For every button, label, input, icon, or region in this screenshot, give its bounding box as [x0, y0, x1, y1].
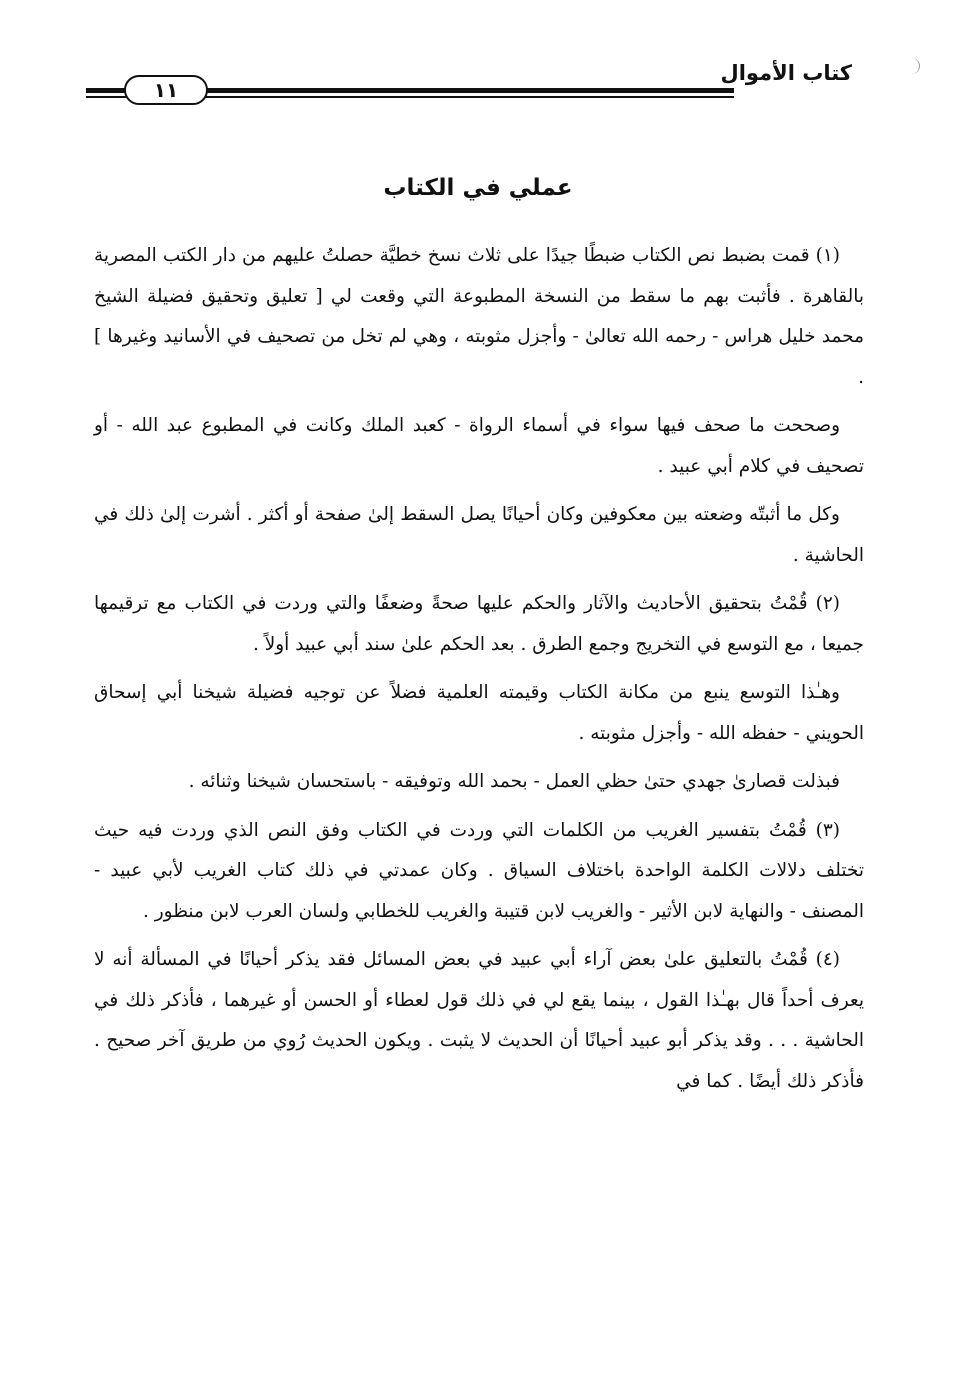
paragraph-7: (٣) قُمْتُ بتفسير الغريب من الكلمات التي وردت في الكتاب وفق النص الذي وردت فيه حيث تختلف دلالات الكلمة الواحدة باختلاف السياق . وكان عمدتي في ذلك كتاب الغريب لأبي عبيد - المصنف - والنهاية لابن الأثير - والغريب لابن قتيبة والغريب للخطابي ولسان العرب لابن منظور .: [94, 819, 864, 922]
paragraph-3: وكل ما أثبتّه وضعته بين معكوفين وكان أحيانًا يصل السقط إلىٰ صفحة أو أكثر . أشرت إلىٰ ذلك في الحاشية .: [94, 504, 864, 566]
book-title: كتاب الأموال: [720, 61, 852, 85]
paragraph-8: (٤) قُمْتُ بالتعليق علىٰ بعض آراء أبي عبيد في بعض المسائل فقد يذكر أحيانًا في المسألة أنه لا يعرف أحداً قال بهـٰذا القول ، بينما يقع لي في ذلك قول لعطاء أو الحسن أو غيرهما ، فأذكر ذلك في الحاشية . . . وقد يذكر أبو عبيد أحيانًا أن الحديث لا يثبت . ويكون الحديث رُوي من طريق آخر صحيح . فأذكر ذلك أيضًا . كما في: [94, 949, 864, 1092]
paragraph-6: فبذلت قصارىٰ جهدي حتىٰ حظي العمل - بحمد الله وتوفيقه - باستحسان شيخنا وثنائه .: [188, 771, 840, 792]
paragraph-5: وهـٰذا التوسع ينبع من مكانة الكتاب وقيمته العلمية فضلاً عن توجيه فضيلة شيخنا أبي إسحاق الحويني - حفظه الله - وأجزل مثوبته .: [94, 682, 864, 744]
paragraph-4: (٢) قُمْتُ بتحقيق الأحاديث والآثار والحكم عليها صحةً وضعفًا والتي وردت في الكتاب مع ترقيمها جميعا ، مع التوسع في التخريج وجمع الطرق . بعد الحكم علىٰ سند أبي عبيد أولاً .: [94, 593, 864, 655]
body-text: [94, 236, 864, 1110]
page-number: ١١: [124, 75, 208, 105]
paragraph-2: وصححت ما صحف فيها سواء في أسماء الرواة - كعبد الملك وكانت في المطبوع عبد الله - أو تصحيف في كلام أبي عبيد .: [94, 415, 864, 477]
page-corner-mark: [909, 58, 920, 74]
paragraph-1: (١) قمت بضبط نص الكتاب ضبطًا جيدًا على ثلاث نسخ خطيَّة حصلتُ عليهم من دار الكتب المصرية بالقاهرة . فأثبت بهم ما سقط من النسخة المطبوعة التي وقعت لي [ تعليق وتحقيق فضيلة الشيخ محمد خليل هراس - رحمه الله تعالىٰ - وأجزل مثوبته ، وهي لم تخل من تصحيف في الأسانيد وغيرها ] .: [94, 245, 864, 388]
section-heading: عملي في الكتاب: [383, 175, 573, 201]
running-header: [86, 56, 852, 108]
